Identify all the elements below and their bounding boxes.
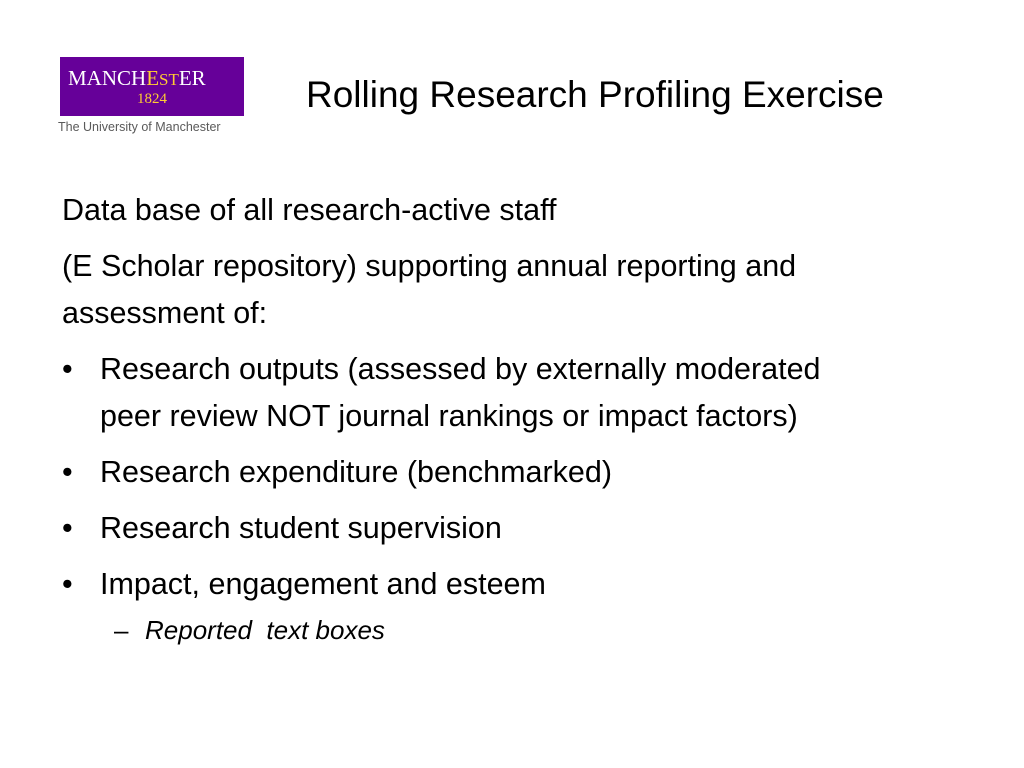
- paragraph-line: Data base of all research-active staff: [62, 193, 557, 227]
- bullet-icon: •: [62, 455, 73, 489]
- bullet-icon: •: [62, 511, 73, 545]
- logo-year: 1824: [137, 91, 167, 107]
- bullet-line: peer review NOT journal rankings or impact factors): [100, 399, 798, 433]
- logo-caption: The University of Manchester: [58, 120, 221, 134]
- logo-word-part3: ST: [159, 70, 179, 89]
- bullet-item: [62, 346, 992, 440]
- logo-word-part1: MANCH: [68, 66, 147, 90]
- bullet-line: Research expenditure (benchmarked): [100, 455, 612, 489]
- bullet-line: Research student supervision: [100, 511, 502, 545]
- bullet-line: Research outputs (assessed by externally moderated: [100, 352, 821, 386]
- university-logo: [58, 57, 248, 137]
- bullet-line: Impact, engagement and esteem: [100, 567, 546, 601]
- body-paragraph: [62, 243, 992, 337]
- slide-title: Rolling Research Profiling Exercise: [306, 74, 884, 115]
- slide-body: [62, 187, 992, 650]
- paragraph-line: (E Scholar repository) supporting annual reporting and: [62, 249, 797, 283]
- bullet-icon: •: [62, 352, 73, 386]
- paragraph-line: assessment of:: [62, 296, 268, 330]
- bullet-item: [62, 449, 992, 496]
- body-paragraph: [62, 187, 992, 234]
- logo-word-part2: E: [146, 66, 160, 90]
- logo-wordmark: [68, 66, 206, 92]
- logo-word-part4: ER: [178, 66, 206, 90]
- logo-badge: [60, 57, 244, 116]
- bullet-item: [62, 505, 992, 552]
- sub-bullet-text: Reported text boxes: [145, 615, 385, 645]
- sub-bullet-item: [62, 610, 992, 650]
- dash-icon: –: [114, 615, 129, 645]
- bullet-icon: •: [62, 567, 73, 601]
- bullet-item: [62, 561, 992, 608]
